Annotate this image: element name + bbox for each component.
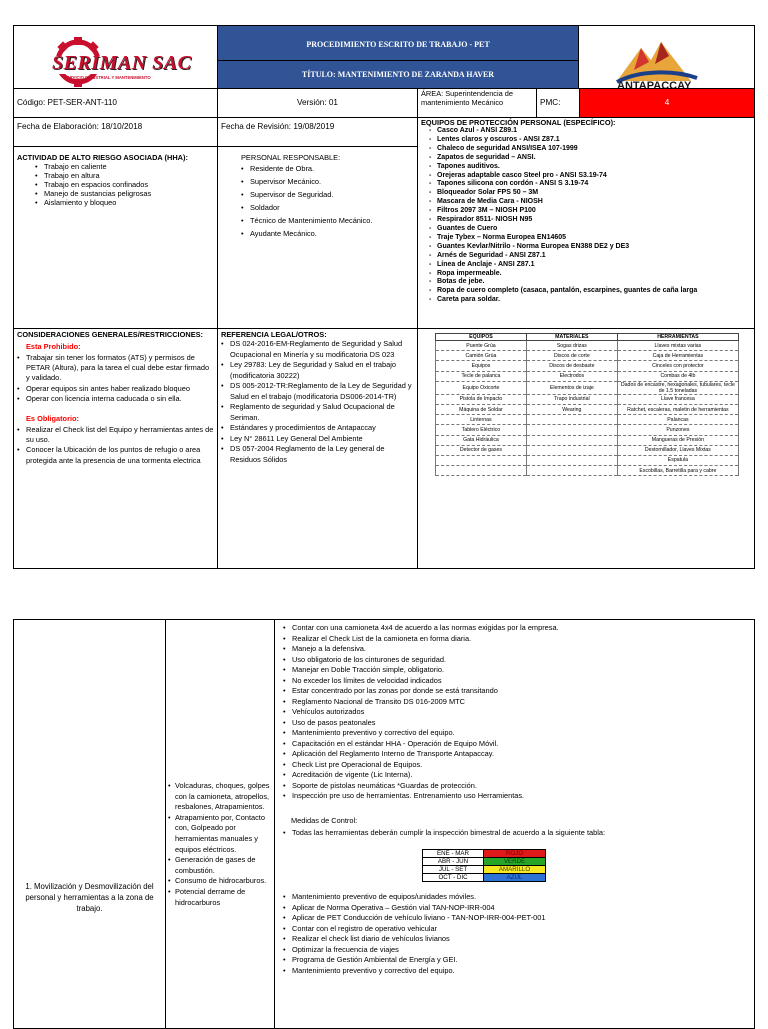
personal-list — [241, 162, 414, 240]
control-item: • Aplicar de PET Conducción de vehículo liviano - TAN-NOP-IRR-004-PET-001 — [283, 913, 746, 924]
area-cell — [417, 88, 537, 118]
doc-subtitle: TÍTULO: MANTENIMIENTO DE ZARANDA HAVER — [301, 70, 495, 79]
controls-top-list — [283, 623, 746, 802]
control-item: • Mantenimiento preventivo y correctivo del equipo. — [283, 728, 746, 739]
control-item: • Realizar el check list diario de vehículos livianos — [283, 934, 746, 945]
pmc-value-cell — [579, 88, 755, 118]
epp-item: - Zapatos de seguridad – ANSI. — [429, 154, 751, 163]
epp-item: - Guantes de Cuero — [429, 225, 751, 234]
table-cell: Escobillas, Barretilla para y cabre — [617, 466, 738, 476]
prohibido-item: • Operar equipos sin antes haber realizado bloqueo — [17, 384, 214, 394]
epp-cell — [417, 117, 755, 329]
control-item: • Acreditación de vigente (Lic Interna). — [283, 770, 746, 781]
client-logo-cell — [578, 25, 755, 89]
table-cell: Máquina de Soldar — [436, 404, 527, 414]
prohibido-list — [17, 353, 214, 404]
task-cell — [13, 619, 166, 1029]
doc-title-cell — [217, 25, 579, 61]
table-cell: Puente Grúa — [436, 341, 527, 351]
medidas-title: Medidas de Control: — [291, 815, 358, 825]
table-row — [436, 394, 739, 404]
control-item: • Aplicar de Norma Operativa – Gestión vial TAN-NOP-IRR-004 — [283, 903, 746, 914]
table-cell: Punzones — [617, 425, 738, 435]
table-row — [436, 404, 739, 414]
personal-item: • Supervisor de Seguridad. — [241, 188, 414, 201]
hha-item: • Trabajo en espacios confinados — [35, 180, 214, 189]
table-cell: Linternas — [436, 415, 527, 425]
personal-item: • Residente de Obra. — [241, 162, 414, 175]
medidas-item: • Todas las herramientas deberán cumplir la inspección bimestral de acuerdo a la siguiente tabla: — [283, 828, 746, 837]
risk-item: • Potencial derrame de hidrocarburos — [168, 887, 270, 908]
table-cell: Llave francesa — [617, 394, 738, 404]
color-cell: AMARILLO — [484, 865, 546, 873]
fecha-elaboracion-cell — [13, 117, 218, 147]
client-name: ANTAPACCAY — [617, 80, 692, 89]
table-cell: Cinceles con protector — [617, 361, 738, 371]
referencia-item: • DS 024-2016-EM-Reglamento de Seguridad y Salud Ocupacional en Minería y su modificatoria DS 023 — [221, 339, 414, 360]
epp-item: - Mascara de Media Cara - NIOSH — [429, 198, 751, 207]
table-header: MATERIALES — [526, 334, 617, 341]
company-name: SERIMAN SAC — [52, 52, 192, 74]
table-cell: Caja de Herramientas — [617, 351, 738, 361]
epp-list — [429, 127, 751, 305]
table-row — [436, 425, 739, 435]
control-item: • Optimizar la frecuencia de viajes — [283, 945, 746, 956]
controls-cell — [274, 619, 755, 1029]
table-cell: Equipo Oxicorte — [436, 381, 527, 394]
obligatorio-list — [17, 425, 214, 466]
table-cell: Camión Grúa — [436, 351, 527, 361]
doc-subtitle-cell — [217, 60, 579, 89]
table-row — [436, 361, 739, 371]
table-cell — [526, 425, 617, 435]
codigo-cell — [13, 88, 218, 118]
table-cell: Espatula — [617, 455, 738, 465]
hha-item: • Trabajo en caliente — [35, 162, 214, 171]
epp-title: EQUIPOS DE PROTECCIÓN PERSONAL (ESPECÍFICO): — [421, 118, 616, 127]
epp-item: - Arnés de Seguridad - ANSI Z87.1 — [429, 252, 751, 261]
epp-item: - Orejeras adaptable casco Steel pro - ANSI S3.19-74 — [429, 172, 751, 181]
table-cell: Gata Hidráulica — [436, 435, 527, 445]
control-item: • Realizar el Check List de la camioneta en forma diaria. — [283, 634, 746, 645]
control-item: • Aplicación del Reglamento Interno de Transporte Antapaccay. — [283, 749, 746, 760]
table-cell: Elementos de izaje — [526, 381, 617, 394]
personal-item: • Ayudante Mecánico. — [241, 227, 414, 240]
obligatorio-item: • Conocer la Ubicación de los puntos de refugio o area protegida ante la presencia de una tormenta electrica — [17, 445, 214, 465]
control-item: • Check List pre Operacional de Equipos. — [283, 760, 746, 771]
color-row — [423, 849, 546, 857]
table-row — [436, 445, 739, 455]
table-cell: Detector de gases — [436, 445, 527, 455]
table-row — [436, 381, 739, 394]
table-row — [436, 371, 739, 381]
table-cell: Llaves mixtas varias — [617, 341, 738, 351]
epp-item: - Careta para soldar. — [429, 296, 751, 305]
epp-item: - Ropa de cuero completo (casaca, pantalón, escarpines, guantes de caña larga — [429, 287, 751, 296]
version-cell — [217, 88, 418, 118]
task-title: 1. Movilización y Desmovilización del personal y herramientas a la zona de trabajo. — [25, 882, 154, 913]
epp-item: - Bloqueador Solar FPS 50 – 3M — [429, 189, 751, 198]
table-cell — [526, 415, 617, 425]
table-row — [436, 415, 739, 425]
fecha-elaboracion: Fecha de Elaboración: 18/10/2018 — [17, 122, 143, 131]
table-cell: Electrodos — [526, 371, 617, 381]
table-row — [436, 351, 739, 361]
control-item: • Estar concentrado por las zonas por donde se está transitando — [283, 686, 746, 697]
prohibido-item: • Operar con licencia interna caducada o sin ella. — [17, 394, 214, 404]
table-cell — [526, 455, 617, 465]
table-cell: Trapo industrial — [526, 394, 617, 404]
personal-item: • Supervisor Mecánico. — [241, 175, 414, 188]
period-cell: OCT - DIC — [423, 874, 484, 882]
control-item: • Contar con una camioneta 4x4 de acuerdo a las normas exigidas por la empresa. — [283, 623, 746, 634]
epp-item: - Botas de jebe. — [429, 278, 751, 287]
table-row — [436, 455, 739, 465]
color-cell: VERDE — [484, 857, 546, 865]
pmc-value: 4 — [664, 98, 670, 107]
control-item: • Capacitación en el estándar HHA - Operación de Equipo Móvil. — [283, 739, 746, 750]
table-cell: Equipos — [436, 361, 527, 371]
table-cell: Mangueras de Presión — [617, 435, 738, 445]
equipos-table — [435, 333, 739, 476]
hha-list — [35, 162, 214, 207]
table-cell — [436, 455, 527, 465]
referencia-cell — [217, 328, 418, 569]
epp-item: - Guantes Kevlar/Nitrilo - Norma Europea EN388 DE2 y DE3 — [429, 243, 751, 252]
prohibido-title: Esta Prohibido: — [26, 342, 81, 351]
table-header: EQUIPOS — [436, 334, 527, 341]
pmc-label-cell — [536, 88, 580, 118]
color-row — [423, 865, 546, 873]
period-cell: ABR - JUN — [423, 857, 484, 865]
color-cell: ROJO — [484, 849, 546, 857]
risk-item: • Generación de gases de combustión. — [168, 855, 270, 876]
personal-cell — [217, 146, 418, 329]
table-cell — [526, 435, 617, 445]
referencia-item: • Estándares y procedimientos de Antapaccay — [221, 423, 414, 434]
epp-item: - Tapones silicona con cordón - ANSI S 3.19-74 — [429, 180, 751, 189]
color-inspection-table — [422, 849, 546, 883]
obligatorio-item: • Realizar el Check list del Equipo y herramientas antes de su uso. — [17, 425, 214, 445]
referencia-item: • DS 057-2004 Reglamento de la Ley general de Residuos Sólidos — [221, 444, 414, 465]
medidas-list — [283, 828, 746, 837]
personal-title: PERSONAL RESPONSABLE: — [241, 153, 341, 162]
control-item: • No exceder los límites de velocidad indicados — [283, 676, 746, 687]
version-text: Versión: 01 — [297, 98, 338, 107]
table-header: HERRAMIENTAS — [617, 334, 738, 341]
control-item: • Uso de pasos peatonales — [283, 718, 746, 729]
hha-item: • Trabajo en altura — [35, 171, 214, 180]
table-cell: Wearing — [526, 404, 617, 414]
table-row — [436, 341, 739, 351]
control-item: • Reglamento Nacional de Transito DS 016-2009 MTC — [283, 697, 746, 708]
control-item: • Manejo a la defensiva. — [283, 644, 746, 655]
doc-title: PROCEDIMIENTO ESCRITO DE TRABAJO - PET — [306, 40, 490, 49]
control-item: • Manejar en Doble Tracción simple, obligatorio. — [283, 665, 746, 676]
table-cell: Tecle de palanca — [436, 371, 527, 381]
table-cell — [526, 466, 617, 476]
table-cell: Palancas — [617, 415, 738, 425]
control-item: • Soporte de pistolas neumáticas *Guardas de protección. — [283, 781, 746, 792]
table-cell: Dados de encastre, hexagonales, tubulares, tecle de 1.5 toneladas — [617, 381, 738, 394]
referencia-item: • DS 005-2012-TR:Reglamento de la Ley de Seguridad y Salud en el trabajo (modificatoria DS006-2014-TR) — [221, 381, 414, 402]
logo-cell — [13, 25, 218, 89]
control-item: • Programa de Gestión Ambiental de Energía y GEI. — [283, 955, 746, 966]
control-item: • Mantenimiento preventivo y correctivo del equipo. — [283, 966, 746, 977]
table-row — [436, 466, 739, 476]
table-cell: Destornillador, Llaves Mixtas — [617, 445, 738, 455]
obligatorio-title: Es Obligatorio: — [26, 414, 79, 424]
codigo-text: Código: PET-SER-ANT-110 — [17, 98, 117, 107]
pmc-label: PMC: — [540, 98, 561, 107]
referencia-item: • Ley N° 28611 Ley General Del Ambiente — [221, 434, 414, 445]
table-row — [436, 435, 739, 445]
prohibido-item: • Trabajar sin tener los formatos (ATS) y permisos de PETAR (Altura), para la tarea el cual debe estar firmado y validado. — [17, 353, 214, 384]
consideraciones-title: CONSIDERACIONES GENERALES/RESTRICCIONES: — [17, 330, 204, 339]
area-text: ÁREA: Superintendencia de mantenimiento Mecánico — [421, 89, 514, 107]
epp-item: - Respirador 8511- NIOSH N95 — [429, 216, 751, 225]
fecha-revision-cell — [217, 117, 418, 147]
period-cell: ENE - MAR — [423, 849, 484, 857]
personal-item: • Técnico de Mantenimiento Mecánico. — [241, 214, 414, 227]
referencia-item: • Ley 29783: Ley de Seguridad y Salud en el trabajo (modificatoria 30222) — [221, 360, 414, 381]
control-item: • Inspección pre uso de herramientas. Entrenamiento uso Herramientas. — [283, 791, 746, 802]
personal-item: • Soldador — [241, 201, 414, 214]
epp-item: - Línea de Anclaje - ANSI Z87.1 — [429, 261, 751, 270]
color-row — [423, 874, 546, 882]
epp-item: - Filtros 2097 3M – NIOSH P100 — [429, 207, 751, 216]
epp-item: - Lentes claros y oscuros - ANSI Z87.1 — [429, 136, 751, 145]
period-cell: JUL - SET — [423, 865, 484, 873]
referencia-list — [221, 339, 414, 465]
risks-list — [168, 781, 270, 908]
epp-item: - Ropa impermeable. — [429, 270, 751, 279]
control-item: • Uso obligatorio de los cinturones de seguridad. — [283, 655, 746, 666]
table-cell: Discos de corte — [526, 351, 617, 361]
table-cell — [526, 445, 617, 455]
referencia-title: REFERENCIA LEGAL/OTROS: — [221, 330, 327, 339]
risks-cell — [165, 619, 275, 1029]
epp-item: - Tapones auditivos. — [429, 163, 751, 172]
hha-item: • Aislamiento y bloqueo — [35, 198, 214, 207]
hha-item: • Manejo de sustancias peligrosas — [35, 189, 214, 198]
table-cell — [436, 466, 527, 476]
table-cell: Tablero Eléctrico — [436, 425, 527, 435]
risk-item: • Consumo de hidrocarburos. — [168, 876, 270, 887]
company-subtitle: SERVICIO INDUSTRIAL Y MANTENIMIENTO — [64, 75, 151, 80]
control-item: • Contar con el registro de operativo vehicular — [283, 924, 746, 935]
table-cell: Combas de 4lb — [617, 371, 738, 381]
epp-item: - Traje Tybex – Norma Europea EN14605 — [429, 234, 751, 243]
fecha-revision: Fecha de Revisión: 19/08/2019 — [221, 122, 335, 131]
hha-title: ACTIVIDAD DE ALTO RIESGO ASOCIADA (HHA): — [17, 153, 188, 162]
equipos-cell — [417, 328, 755, 569]
color-cell: AZUL — [484, 874, 546, 882]
epp-item: - Casco Azul - ANSI Z89.1 — [429, 127, 751, 136]
table-cell: Pistola de Impacto — [436, 394, 527, 404]
controls-bottom-list — [283, 892, 746, 976]
hha-cell — [13, 146, 218, 329]
referencia-item: • Reglamento de seguridad y Salud Ocupacional de Seriman. — [221, 402, 414, 423]
risk-item: • Volcaduras, choques, golpes con la camioneta, atropellos, resbalones, Atrapamientos. — [168, 781, 270, 813]
color-row — [423, 857, 546, 865]
consideraciones-cell — [13, 328, 218, 569]
table-cell: Sogas drizas — [526, 341, 617, 351]
control-item: • Mantenimiento preventivo de equipos/unidades móviles. — [283, 892, 746, 903]
table-cell: Ratchet, escaleras, maletin de herramientas — [617, 404, 738, 414]
epp-item: - Chaleco de seguridad ANSI/ISEA 107-1999 — [429, 145, 751, 154]
risk-item: • Atrapamiento por, Contacto con, Golpeado por herramientas manuales y equipos eléctricos. — [168, 813, 270, 855]
control-item: • Vehículos autorizados — [283, 707, 746, 718]
table-cell: Discos de desbaste — [526, 361, 617, 371]
